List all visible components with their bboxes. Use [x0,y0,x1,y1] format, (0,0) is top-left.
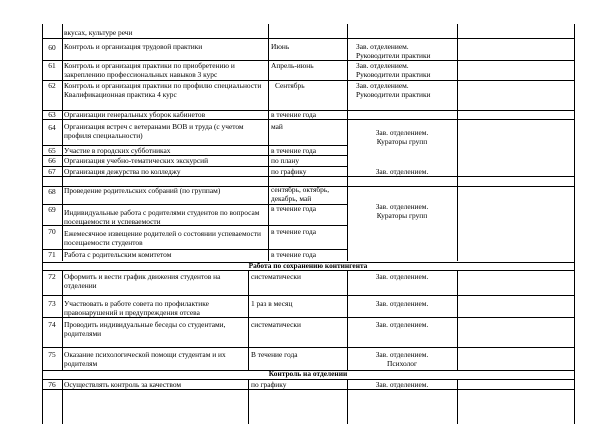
activity-cell: Проведение родительских собраний (по группам) [64,187,221,195]
when-cell: систематически [251,273,301,281]
row-number: 67 [48,168,56,176]
row-number: 66 [48,157,56,165]
row-line [42,166,347,167]
when-cell: в течение года [271,228,317,236]
col-line [457,379,458,424]
activity-cell: Индивидуальные работа с родителями студентов по вопросам посещаемости и успеваемости [64,209,260,226]
responsible-cell: Зав. отделением. [375,321,429,329]
col-line [268,24,269,261]
section-heading: Работа по сохранению контингента [248,262,368,270]
col-line [347,270,348,370]
col-line [574,24,575,424]
col-line [248,270,249,370]
row-number: 61 [48,62,56,70]
row-number: 64 [48,124,56,132]
activity-cell: Организации генеральных уборок кабинетов [64,111,206,119]
when-cell: В течение года [251,351,298,359]
when-cell: 1 раз в месяц [251,300,293,308]
activity-cell: Работа с родительским комитетом [64,251,172,259]
row-line [42,249,347,250]
row-number: 60 [48,44,56,52]
when-cell: по графику [271,168,307,176]
row-number: 75 [48,351,56,359]
responsible-cell: Зав. отделением. Руководители практики [356,62,431,79]
activity-cell: Контроль и организация трудовой практики [64,43,203,51]
row-line [42,379,574,380]
when-cell: Сентябрь [275,82,305,90]
when-cell: май [271,123,283,131]
responsible-cell: Зав. отделением. Психолог [375,351,429,368]
responsible-cell: Зав. отделением. [375,273,429,281]
row-number: 68 [48,188,56,196]
responsible-cell: Зав. отделением. Руководители практики [356,82,431,99]
col-line [62,270,63,370]
col-line [347,379,348,424]
col-line [457,24,458,261]
col-line [62,24,63,261]
activity-cell: Проводить индивидуальные беседы со студентами, родителями [64,321,226,338]
activity-cell: Организация встреч с ветеранами ВОВ и труда (с учетом профиля специальности) [64,123,244,140]
activity-cell: Контроль и организация практики по приобретению и закреплению профессиональных навыков 3 курс [64,62,235,79]
row-number: 70 [48,228,56,236]
activity-cell: Оказание психологической помощи студентам и их родителям [64,351,226,368]
responsible-cell: Зав. отделением. [375,168,429,176]
row-line [42,80,574,81]
when-cell: Июнь [271,43,290,51]
responsible-cell: Зав. отделением. [375,300,429,308]
activity-cell: Организация учебно-тематических экскурсий [64,157,209,165]
when-cell: в течение года [271,251,317,259]
activity-cell: Участвовать в работе совета по профилактике правонарушений и предупреждения отсева [64,300,209,317]
responsible-merged: Зав. отделением. Кураторы групп [375,203,429,220]
when-cell: в течение года [271,111,317,119]
col-line [457,270,458,370]
row-number: 74 [48,321,56,329]
row-line [42,347,574,348]
row-number: 73 [48,300,56,308]
row-number: 71 [48,251,56,259]
activity-cell: вкусах, культуре речи [64,29,133,37]
when-cell: в течение года [271,147,317,155]
activity-cell: Осуществлять контроль за качеством [64,381,182,389]
row-line [42,295,574,296]
activity-cell: Ежемесячное извещение родителей о состоянии успеваемости посещаемости студентов [64,230,261,247]
row-line [42,60,574,61]
row-line [42,38,574,39]
row-number: 65 [48,147,56,155]
when-cell: по плану [271,157,300,165]
when-cell: Апрель-июнь [271,62,314,70]
when-cell: систематически [251,321,301,329]
responsible-merged: Зав. отделением. Кураторы групп [375,129,429,146]
activity-cell: Организация дежурства по колледжу [64,168,181,176]
when-cell: сентябрь, октябрь, декабрь, май [271,186,330,203]
row-line [42,145,347,146]
activity-cell: Контроль и организация практики по профилю специальности Квалификационная практика 4 курс [64,82,262,99]
when-cell: по графику [251,381,287,389]
col-line [347,24,348,261]
row-number: 62 [48,82,56,90]
col-line [62,379,63,424]
row-number: 69 [48,206,56,214]
responsible-cell: Зав. отделением. Руководители практики [356,43,431,60]
when-cell: в течение года [271,205,317,213]
responsible-cell: Зав. отделением. [375,381,429,389]
row-number: 72 [48,273,56,281]
row-number: 63 [48,111,56,119]
activity-cell: Участие в городских субботниках [64,147,171,155]
col-line [248,379,249,424]
section-heading: Контроль на отделении [268,370,348,378]
activity-cell: Оформить и вести график движения студентов на отделении [64,273,221,290]
row-number: 76 [48,381,56,389]
